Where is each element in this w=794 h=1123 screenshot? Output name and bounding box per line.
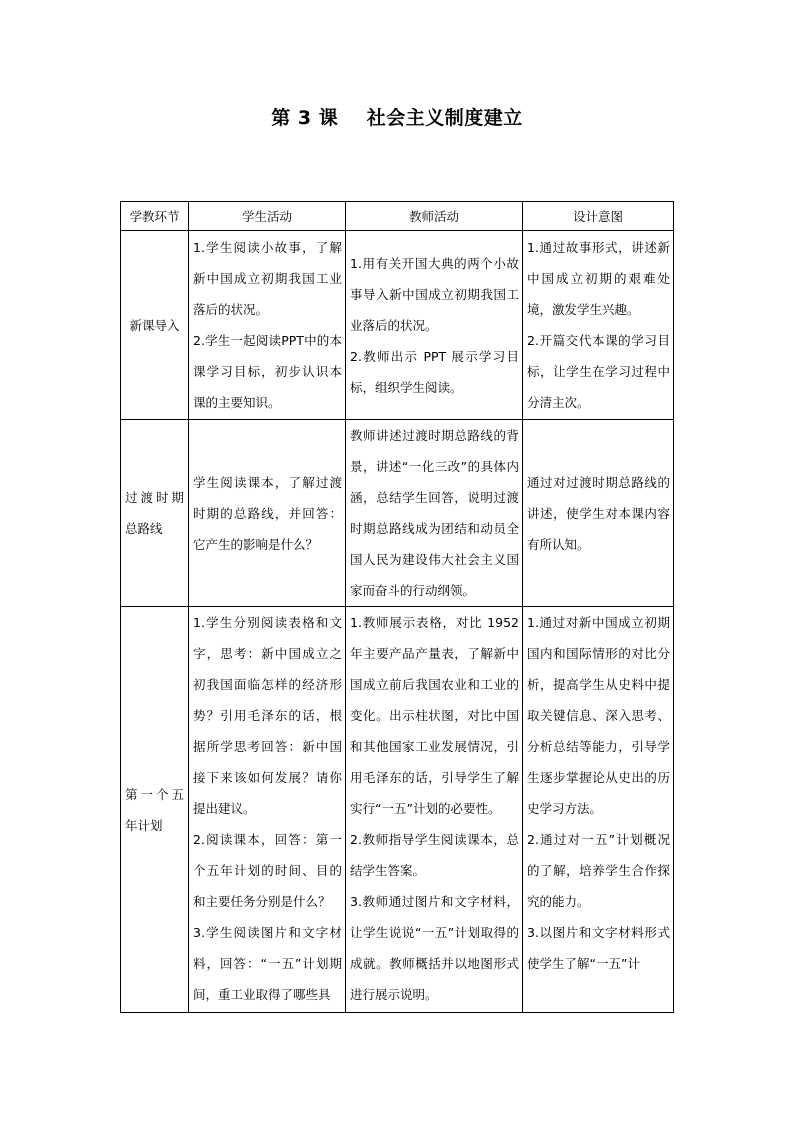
design-intent-text: 2.通过对一五”计划概况的了解，培养学生合作探究的能力。 <box>527 832 670 909</box>
student-activity-text: 1.学生阅读小故事，了解新中国成立初期我国工业落后的状况。 <box>193 240 342 317</box>
teacher-activity-cell <box>346 231 523 420</box>
design-intent-cell <box>523 607 674 1013</box>
student-activity-text: 1.学生分别阅读表格和文字，思考：新中国成立之初我国面临怎样的经济形势？引用毛泽东的话，根据所学思考回答：新中国接下来该如何发展？请你提出建议。 <box>193 615 342 816</box>
table-row <box>121 607 674 1013</box>
student-activity-cell <box>189 231 346 420</box>
teacher-activity-text: 2.教师指导学生阅读课本，总结学生答案。 <box>350 832 519 878</box>
student-activity-cell <box>189 420 346 607</box>
stage-cell <box>121 420 189 607</box>
teacher-activity-text: 教师讲述过渡时期总路线的背景，讲述“一化三改”的具体内涵，总结学生回答，说明过渡时期总路线成为团结和动员全国人民为建设伟大社会主义国家而奋斗的行动纲领。 <box>350 428 519 598</box>
teacher-activity-text: 1.教师展示表格，对比 1952 年主要产品产量表，了解新中国成立前后我国农业和工业的变化。出示柱状图，对比中国和其他国家工业发展情况，引用毛泽东的话，引导学生了解实行“一五”计划的必要性。 <box>350 615 519 816</box>
design-intent-cell <box>523 231 674 420</box>
teacher-activity-cell <box>346 607 523 1013</box>
lesson-plan-table <box>120 201 674 1013</box>
table-header-row <box>121 202 674 231</box>
table-row <box>121 231 674 420</box>
teacher-activity-text: 3.教师通过图片和文字材料，让学生说说“一五”计划取得的成就。教师概括并以地图形式进行展示说明。 <box>350 894 519 1002</box>
student-activity-text: 2.阅读课本，回答：第一个五年计划的时间、目的和主要任务分别是什么？ <box>193 832 342 909</box>
design-intent-text: 1.通过故事形式，讲述新中国成立初期的艰难处境，激发学生兴趣。 <box>527 240 670 317</box>
page-title: 第 3 课 社会主义制度建立 <box>271 107 523 129</box>
header-teacher-activity: 教师活动 <box>346 202 523 231</box>
stage-cell <box>121 231 189 420</box>
stage-label: 第一个五年计划 <box>125 786 184 833</box>
design-intent-cell <box>523 420 674 607</box>
table-row <box>121 420 674 607</box>
student-activity-text: 学生阅读课本，了解过渡时期的总路线，并回答：它产生的影响是什么？ <box>193 474 342 552</box>
student-activity-text: 3.学生阅读图片和文字材料，回答：“一五”计划期间，重工业取得了哪些具 <box>193 925 342 1002</box>
header-design-intent: 设计意图 <box>523 202 674 231</box>
student-activity-cell <box>189 607 346 1013</box>
teacher-activity-text: 2.教师出示 PPT 展示学习目标，组织学生阅读。 <box>350 348 519 395</box>
header-student-activity: 学生活动 <box>189 202 346 231</box>
stage-cell <box>121 607 189 1013</box>
design-intent-text: 通过对过渡时期总路线的讲述，使学生对本课内容有所认知。 <box>527 474 670 552</box>
design-intent-text: 3.以图片和文字材料形式使学生了解“一五”计 <box>527 925 670 971</box>
header-stage: 学教环节 <box>121 202 189 231</box>
design-intent-text: 1.通过对新中国成立初期国内和国际情形的对比分析，提高学生从史料中提取关键信息、深入思考、分析总结等能力，引导学生逐步掌握论从史出的历史学习方法。 <box>527 615 670 816</box>
student-activity-text: 2.学生一起阅读PPT中的本课学习目标，初步认识本课的主要知识。 <box>193 333 342 410</box>
teacher-activity-cell <box>346 420 523 607</box>
design-intent-text: 2.开篇交代本课的学习目标，让学生在学习过程中分清主次。 <box>527 333 670 410</box>
teacher-activity-text: 1.用有关开国大典的两个小故事导入新中国成立初期我国工业落后的状况。 <box>350 255 519 333</box>
stage-label: 新课导入 <box>129 317 180 333</box>
stage-label: 过渡时期总路线 <box>125 490 184 536</box>
